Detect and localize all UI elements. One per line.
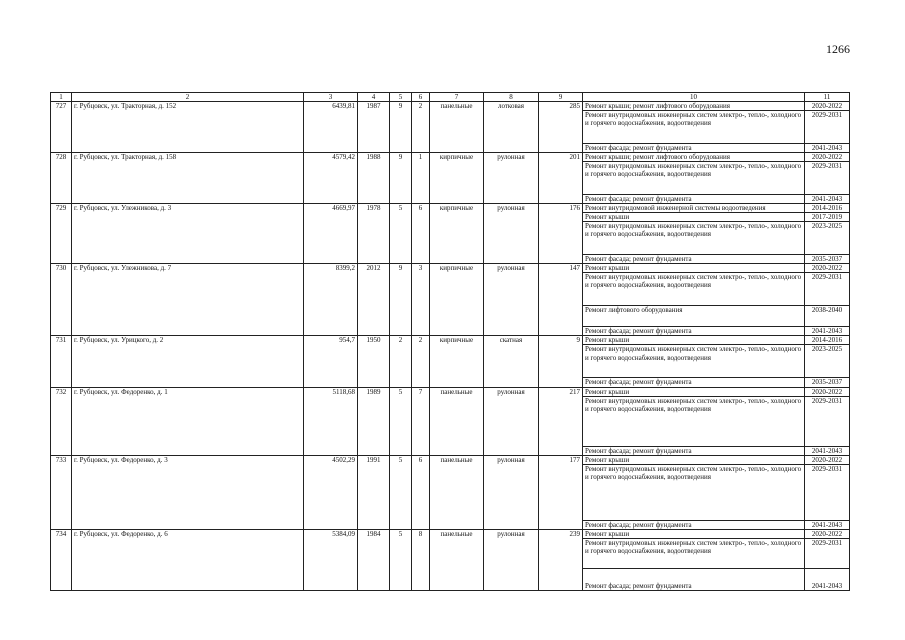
area-cell: 4502,29 — [304, 455, 358, 529]
repair-period-cell: 2023-2025 — [805, 222, 850, 255]
area-cell: 954,7 — [304, 336, 358, 387]
repair-schedule-table — [50, 92, 850, 591]
table-row — [51, 336, 850, 345]
roof-type-cell: рулонная — [484, 153, 539, 204]
year-cell: 1988 — [358, 153, 390, 204]
repair-period-cell: 2017-2019 — [805, 213, 850, 222]
floors-cell: 9 — [390, 102, 412, 153]
table-body — [51, 102, 850, 591]
address-cell: г. Рубцовск, ул. Федоренко, д. 1 — [72, 387, 304, 455]
repair-period-cell: 2029-2031 — [805, 396, 850, 446]
apartments-cell: 177 — [539, 455, 583, 529]
repair-period-cell: 2020-2022 — [805, 529, 850, 538]
year-cell: 1950 — [358, 336, 390, 387]
wall-material-cell: панельные — [430, 102, 484, 153]
house-number-cell: 731 — [51, 336, 72, 387]
address-cell: г. Рубцовск, ул. Тракторная, д. 152 — [72, 102, 304, 153]
work-type-cell: Ремонт фасада; ремонт фундамента — [583, 378, 805, 387]
wall-material-cell: кирпичные — [430, 204, 484, 264]
column-number-header-row — [51, 93, 850, 102]
repair-period-cell: 2041-2043 — [805, 446, 850, 455]
repair-period-cell: 2041-2043 — [805, 568, 850, 590]
house-number-cell: 729 — [51, 204, 72, 264]
table-row — [51, 153, 850, 162]
address-cell: г. Рубцовск, ул. Федоренко, д. 3 — [72, 455, 304, 529]
repair-period-cell: 2020-2022 — [805, 264, 850, 273]
address-cell: г. Рубцовск, ул. Федоренко, д. 6 — [72, 529, 304, 590]
work-type-cell: Ремонт внутридомовых инженерных систем электро-, тепло-, холодного и горячего водоснабжения, водоотведения — [583, 162, 805, 195]
floors-cell: 5 — [390, 387, 412, 455]
work-type-cell: Ремонт крыши — [583, 529, 805, 538]
floors-cell: 5 — [390, 529, 412, 590]
roof-type-cell: рулонная — [484, 387, 539, 455]
apartments-cell: 239 — [539, 529, 583, 590]
work-type-cell: Ремонт внутридомовых инженерных систем электро-, тепло-, холодного и горячего водоснабжения, водоотведения — [583, 538, 805, 568]
work-type-cell: Ремонт фасада; ремонт фундамента — [583, 327, 805, 336]
year-cell: 1987 — [358, 102, 390, 153]
wall-material-cell: панельные — [430, 387, 484, 455]
apartments-cell: 217 — [539, 387, 583, 455]
work-type-cell: Ремонт фасада; ремонт фундамента — [583, 568, 805, 590]
entrances-cell: 3 — [412, 264, 430, 336]
repair-period-cell: 2029-2031 — [805, 464, 850, 520]
repair-period-cell: 2035-2037 — [805, 378, 850, 387]
house-number-cell: 734 — [51, 529, 72, 590]
work-type-cell: Ремонт внутридомовых инженерных систем электро-, тепло-, холодного и горячего водоснабжения, водоотведения — [583, 396, 805, 446]
work-type-cell: Ремонт внутридомовых инженерных систем электро-, тепло-, холодного и горячего водоснабжения, водоотведения — [583, 464, 805, 520]
entrances-cell: 8 — [412, 529, 430, 590]
wall-material-cell: кирпичные — [430, 336, 484, 387]
repair-period-cell: 2041-2043 — [805, 195, 850, 204]
column-header: 4 — [358, 93, 390, 102]
apartments-cell: 201 — [539, 153, 583, 204]
work-type-cell: Ремонт фасада; ремонт фундамента — [583, 520, 805, 529]
repair-period-cell: 2020-2022 — [805, 455, 850, 464]
column-header: 10 — [583, 93, 805, 102]
column-header: 3 — [304, 93, 358, 102]
work-type-cell: Ремонт внутридомовых инженерных систем электро-, тепло-, холодного и горячего водоснабжения, водоотведения — [583, 222, 805, 255]
repair-period-cell: 2029-2031 — [805, 111, 850, 144]
year-cell: 2012 — [358, 264, 390, 336]
area-cell: 6439,81 — [304, 102, 358, 153]
address-cell: г. Рубцовск, ул. Урицкого, д. 2 — [72, 336, 304, 387]
area-cell: 4579,42 — [304, 153, 358, 204]
column-header: 5 — [390, 93, 412, 102]
repair-period-cell: 2020-2022 — [805, 153, 850, 162]
roof-type-cell: рулонная — [484, 264, 539, 336]
area-cell: 8399,2 — [304, 264, 358, 336]
work-type-cell: Ремонт крыши; ремонт лифтового оборудования — [583, 153, 805, 162]
work-type-cell: Ремонт фасада; ремонт фундамента — [583, 144, 805, 153]
repair-period-cell: 2041-2043 — [805, 327, 850, 336]
column-header: 7 — [430, 93, 484, 102]
work-type-cell: Ремонт внутридомовых инженерных систем электро-, тепло-, холодного и горячего водоснабжения, водоотведения — [583, 345, 805, 378]
area-cell: 5118,68 — [304, 387, 358, 455]
work-type-cell: Ремонт крыши; ремонт лифтового оборудования — [583, 102, 805, 111]
year-cell: 1989 — [358, 387, 390, 455]
house-number-cell: 730 — [51, 264, 72, 336]
address-cell: г. Рубцовск, ул. Улежникова, д. 7 — [72, 264, 304, 336]
work-type-cell: Ремонт крыши — [583, 264, 805, 273]
wall-material-cell: панельные — [430, 529, 484, 590]
column-header: 6 — [412, 93, 430, 102]
table-row — [51, 455, 850, 464]
repair-period-cell: 2041-2043 — [805, 520, 850, 529]
house-number-cell: 728 — [51, 153, 72, 204]
wall-material-cell: кирпичные — [430, 153, 484, 204]
repair-period-cell: 2014-2016 — [805, 336, 850, 345]
roof-type-cell: лотковая — [484, 102, 539, 153]
repair-period-cell: 2020-2022 — [805, 387, 850, 396]
address-cell: г. Рубцовск, ул. Тракторная, д. 158 — [72, 153, 304, 204]
work-type-cell: Ремонт фасада; ремонт фундамента — [583, 446, 805, 455]
wall-material-cell: кирпичные — [430, 264, 484, 336]
table-row — [51, 102, 850, 111]
apartments-cell: 176 — [539, 204, 583, 264]
year-cell: 1984 — [358, 529, 390, 590]
year-cell: 1991 — [358, 455, 390, 529]
entrances-cell: 2 — [412, 102, 430, 153]
floors-cell: 5 — [390, 455, 412, 529]
floors-cell: 5 — [390, 204, 412, 264]
repair-period-cell: 2029-2031 — [805, 273, 850, 306]
repair-period-cell: 2029-2031 — [805, 162, 850, 195]
page-number: 1266 — [826, 42, 850, 56]
area-cell: 4669,97 — [304, 204, 358, 264]
repair-period-cell: 2035-2037 — [805, 255, 850, 264]
roof-type-cell: скатная — [484, 336, 539, 387]
column-header: 9 — [539, 93, 583, 102]
entrances-cell: 2 — [412, 336, 430, 387]
roof-type-cell: рулонная — [484, 529, 539, 590]
wall-material-cell: панельные — [430, 455, 484, 529]
table-row — [51, 529, 850, 538]
work-type-cell: Ремонт внутридомовой инженерной системы водоотведения — [583, 204, 805, 213]
entrances-cell: 6 — [412, 455, 430, 529]
floors-cell: 2 — [390, 336, 412, 387]
work-type-cell: Ремонт крыши — [583, 336, 805, 345]
repair-period-cell: 2020-2022 — [805, 102, 850, 111]
roof-type-cell: рулонная — [484, 204, 539, 264]
entrances-cell: 7 — [412, 387, 430, 455]
floors-cell: 9 — [390, 264, 412, 336]
work-type-cell: Ремонт крыши — [583, 455, 805, 464]
area-cell: 5384,09 — [304, 529, 358, 590]
work-type-cell: Ремонт внутридомовых инженерных систем электро-, тепло-, холодного и горячего водоснабжения, водоотведения — [583, 273, 805, 306]
address-cell: г. Рубцовск, ул. Улежникова, д. 3 — [72, 204, 304, 264]
apartments-cell: 147 — [539, 264, 583, 336]
apartments-cell: 9 — [539, 336, 583, 387]
repair-period-cell: 2029-2031 — [805, 538, 850, 568]
work-type-cell: Ремонт крыши — [583, 213, 805, 222]
column-header: 8 — [484, 93, 539, 102]
work-type-cell: Ремонт крыши — [583, 387, 805, 396]
column-header: 1 — [51, 93, 72, 102]
work-type-cell: Ремонт фасада; ремонт фундамента — [583, 255, 805, 264]
table-row — [51, 264, 850, 273]
column-header: 11 — [805, 93, 850, 102]
apartments-cell: 285 — [539, 102, 583, 153]
house-number-cell: 733 — [51, 455, 72, 529]
work-type-cell: Ремонт внутридомовых инженерных систем электро-, тепло-, холодного и горячего водоснабжения, водоотведения — [583, 111, 805, 144]
column-header: 2 — [72, 93, 304, 102]
roof-type-cell: рулонная — [484, 455, 539, 529]
floors-cell: 9 — [390, 153, 412, 204]
table-row — [51, 387, 850, 396]
repair-period-cell: 2038-2040 — [805, 306, 850, 327]
entrances-cell: 6 — [412, 204, 430, 264]
repair-period-cell: 2014-2016 — [805, 204, 850, 213]
entrances-cell: 1 — [412, 153, 430, 204]
year-cell: 1978 — [358, 204, 390, 264]
house-number-cell: 732 — [51, 387, 72, 455]
work-type-cell: Ремонт лифтового оборудования — [583, 306, 805, 327]
repair-period-cell: 2023-2025 — [805, 345, 850, 378]
work-type-cell: Ремонт фасада; ремонт фундамента — [583, 195, 805, 204]
repair-period-cell: 2041-2043 — [805, 144, 850, 153]
table-row — [51, 204, 850, 213]
house-number-cell: 727 — [51, 102, 72, 153]
